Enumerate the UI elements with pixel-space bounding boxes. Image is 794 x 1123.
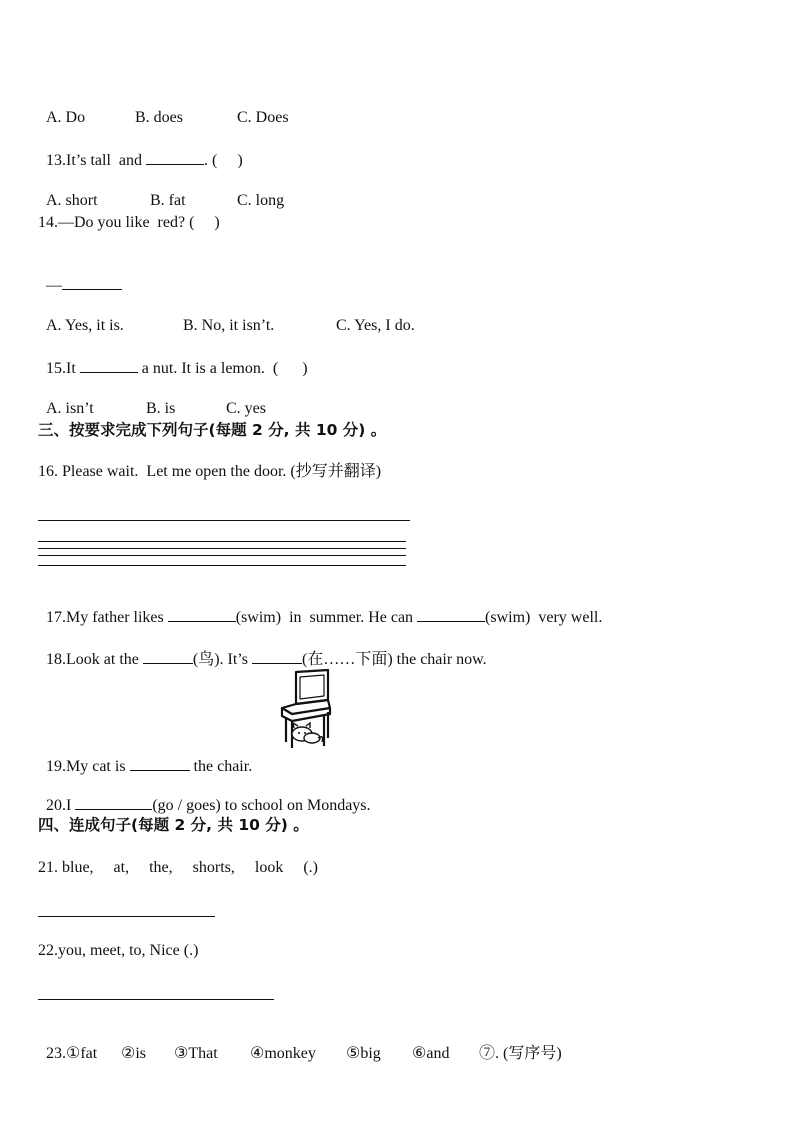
q19-text-start: 19.My cat is	[46, 758, 130, 775]
q13-stem	[38, 130, 243, 171]
q18-answer-blank-1[interactable]	[143, 649, 193, 664]
q20-answer-blank[interactable]	[75, 795, 152, 810]
q18-text-middle: (鸟). It’s	[192, 651, 252, 668]
q12-options	[38, 88, 289, 128]
q22-words: 22.you, meet, to, Nice (.)	[38, 942, 199, 959]
q17-sentence	[38, 587, 602, 628]
q13-options	[38, 171, 284, 211]
section-3-heading: 三、按要求完成下列句子(每题 2 分, 共 10 分) 。	[38, 421, 387, 439]
q13-answer-blank[interactable]	[146, 150, 204, 165]
q20-text-end: (go / goes) to school on Mondays.	[152, 797, 371, 814]
q15-stem-start: 15.It	[46, 360, 80, 377]
q18-answer-blank-2[interactable]	[252, 649, 302, 664]
q15-stem-end: a nut. It is a lemon. ( )	[137, 360, 308, 377]
q14-options	[38, 296, 415, 336]
section-4-heading: 四、连成句子(每题 2 分, 共 10 分) 。	[38, 816, 309, 834]
q12-option-c[interactable]: C. Does	[237, 109, 289, 126]
q23-words	[38, 1024, 562, 1064]
q19-text-end: the chair.	[189, 758, 253, 775]
q15-option-b[interactable]: B. is	[146, 400, 176, 417]
q16-prompt: 16. Please wait. Let me open the door. (抄写并翻译)	[38, 463, 382, 480]
q13-stem-start: 13.It’s tall and	[46, 152, 146, 169]
q16-writing-line-2[interactable]	[38, 548, 406, 549]
q23-item-4: ④monkey	[250, 1045, 316, 1062]
q15-option-c[interactable]: C. yes	[226, 400, 266, 417]
q19-answer-blank[interactable]	[130, 756, 190, 771]
q17-text-start: 17.My father likes	[46, 609, 168, 626]
chair-with-cat-illustration	[278, 668, 334, 750]
q17-text-middle: (swim) in summer. He can	[235, 609, 418, 626]
q14-option-b[interactable]: B. No, it isn’t.	[183, 317, 275, 334]
q13-option-a[interactable]: A. short	[46, 192, 98, 209]
q14-answer-blank[interactable]	[62, 275, 122, 290]
q23-item-2: ②is	[121, 1045, 147, 1062]
q22-answer-line[interactable]	[38, 999, 274, 1000]
q18-text-end: (在……下面) the chair now.	[301, 651, 487, 668]
q17-text-end: (swim) very well.	[485, 609, 603, 626]
q16-writing-line-3[interactable]	[38, 555, 406, 556]
q21-answer-line[interactable]	[38, 916, 215, 917]
q18-text-start: 18.Look at the	[46, 651, 143, 668]
q16-writing-line-4[interactable]	[38, 565, 406, 566]
q20-sentence	[38, 775, 371, 816]
q13-stem-end: . ( )	[203, 152, 243, 169]
q13-option-c[interactable]: C. long	[237, 192, 285, 209]
q14-dash: —	[46, 277, 62, 294]
q20-text-start: 20.I	[46, 797, 76, 814]
q15-option-a[interactable]: A. isn’t	[46, 400, 94, 417]
q21-words: 21. blue, at, the, shorts, look (.)	[38, 859, 318, 876]
q23-item-3: ③That	[174, 1045, 218, 1062]
q16-copy-line[interactable]	[38, 520, 410, 521]
q14-option-a[interactable]: A. Yes, it is.	[46, 317, 124, 334]
q12-option-b[interactable]: B. does	[135, 109, 183, 126]
q23-item-5: ⑤big	[346, 1045, 381, 1062]
q23-item-6: ⑥and	[412, 1045, 450, 1062]
q23-item-1: ①fat	[66, 1045, 98, 1062]
q23-number: 23.	[46, 1045, 66, 1062]
q12-option-a[interactable]: A. Do	[46, 109, 86, 126]
q14-stem: 14.—Do you like red? ( )	[38, 214, 220, 231]
q15-answer-blank[interactable]	[80, 358, 138, 373]
q14-answer-line	[38, 255, 122, 296]
q23-item-7: ⑦. (写序号)	[479, 1045, 562, 1062]
q16-writing-line-1[interactable]	[38, 541, 406, 542]
q14-option-c[interactable]: C. Yes, I do.	[336, 317, 415, 334]
q17-answer-blank-1[interactable]	[168, 607, 236, 622]
q19-sentence	[38, 736, 252, 777]
q15-stem	[38, 338, 308, 379]
q13-option-b[interactable]: B. fat	[150, 192, 186, 209]
q18-sentence	[38, 629, 487, 670]
q17-answer-blank-2[interactable]	[417, 607, 485, 622]
q15-options	[38, 379, 266, 419]
